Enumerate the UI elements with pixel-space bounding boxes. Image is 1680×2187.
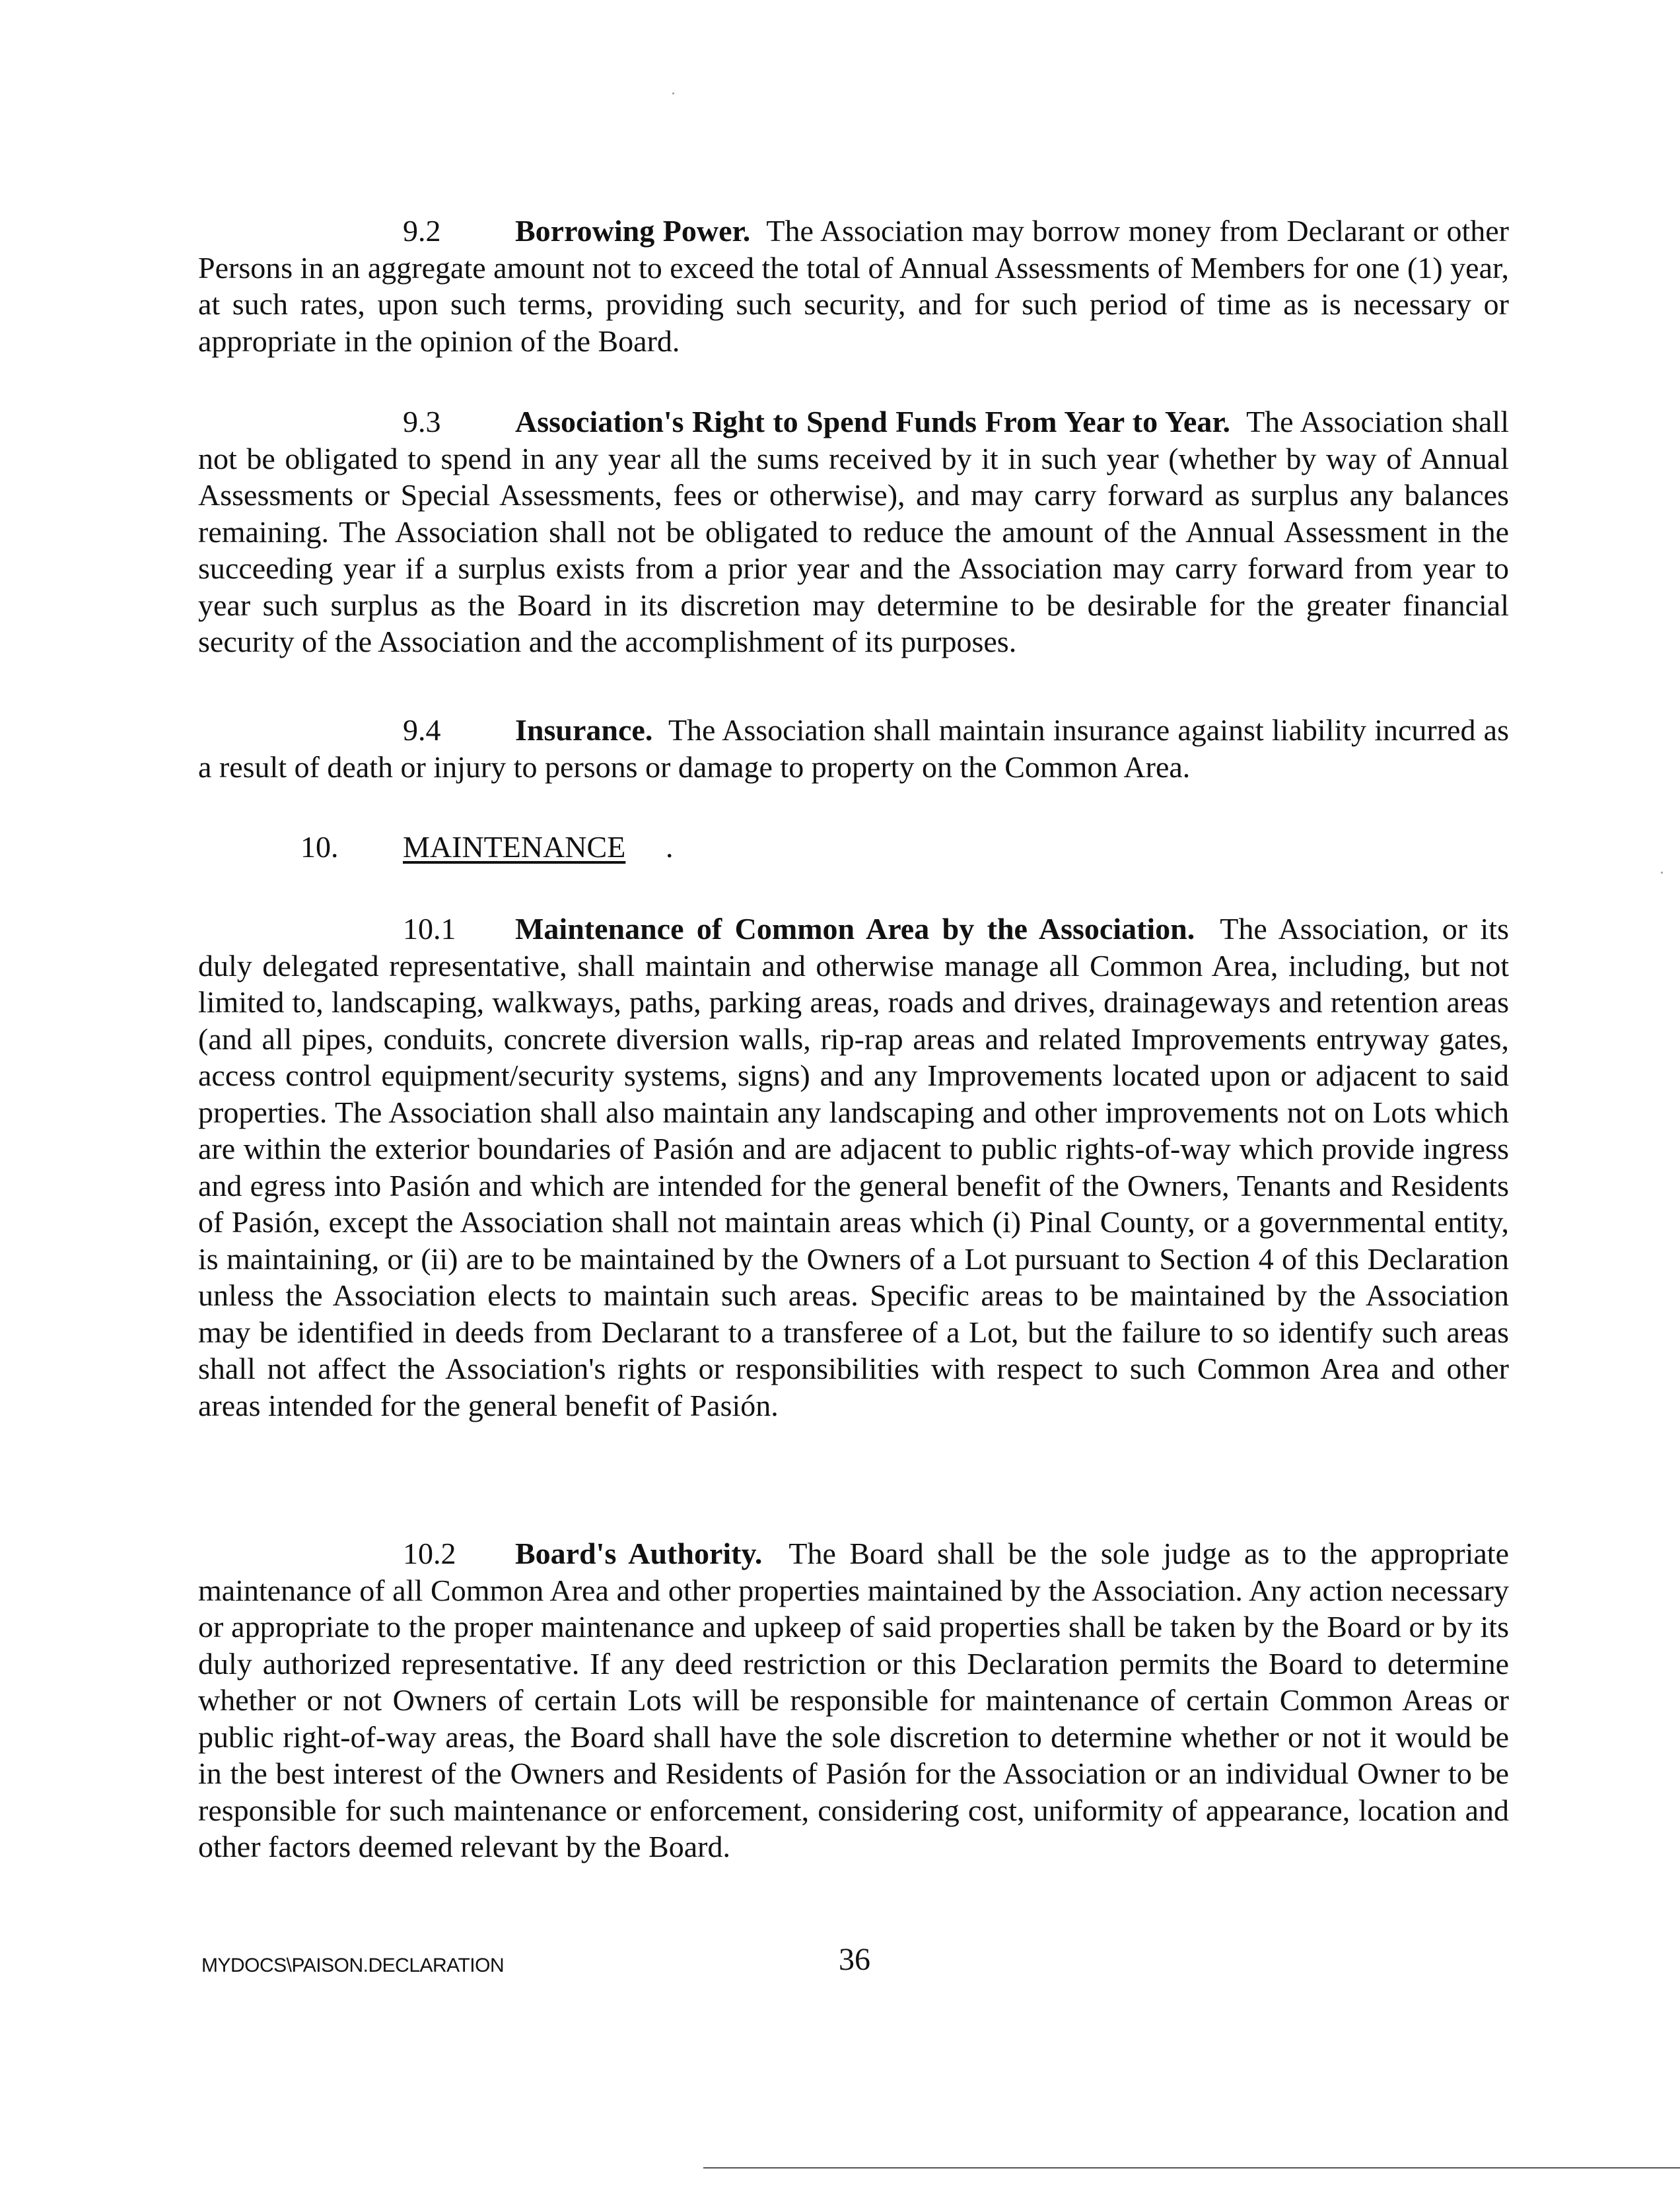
section-body: The Association may borrow money from Declarant or other Persons in an aggregate amount not to exceed the total of Annual Assessments of Members for one (1) year, at such rates, upon such terms, providing such security, and for such period of time as is necessary or appropriate in the opinion of the Board. xyxy=(198,214,1509,358)
section-10-2: 10.2 Board's Authority. The Board shall be the sole judge as to the appropriate maintenance of all Common Area and other properties maintained by the Association. Any action necessary or appropriate to the proper maintenance and upkeep of said properties shall be taken by the Board or by its duly authorized representative. If any deed restriction or this Declaration permits the Board to determine whether or not Owners of certain Lots will be responsible for maintenance of certain Common Areas or public right-of-way areas, the Board shall have the sole discretion to determine whether or not it would be in the best interest of the Owners and Residents of Pasión for the Association or an individual Owner to be responsible for such maintenance or enforcement, considering cost, uniformity of appearance, location and other factors deemed relevant by the Board. xyxy=(198,1537,1509,1863)
section-9-2: 9.2 Borrowing Power. The Association may borrow money from Declarant or other Persons in an aggregate amount not to exceed the total of Annual Assessments of Members for one (1) year, at such rates, upon such terms, providing such security, and for such period of time as is necessary or appropriate in the opinion of the Board. xyxy=(198,214,1509,358)
section-heading: Board's Authority xyxy=(515,1537,755,1570)
section-heading: Maintenance of Common Area by the Association xyxy=(515,912,1187,946)
section-9-4: 9.4 Insurance. The Association shall maintain insurance against liability incurred as a result of death or injury to persons or damage to property on the Common Area. xyxy=(198,713,1510,784)
section-number: 9.3 xyxy=(403,405,441,438)
section-heading: Insurance xyxy=(515,713,645,747)
section-body: The Association shall maintain insurance against liability incurred as a result of death or injury to persons or damage to property on the Common Area. xyxy=(198,713,1510,784)
footer-file-path: MYDOCS\PAISON.DECLARATION xyxy=(201,1955,505,1976)
section-number: 9.2 xyxy=(403,214,441,248)
section-heading: Association's Right to Spend Funds From Year to Year xyxy=(515,405,1223,438)
section-number: 10.2 xyxy=(403,1537,456,1570)
section-heading: Borrowing Power xyxy=(515,214,743,248)
page-number: 36 xyxy=(839,1942,870,1977)
article-title: MAINTENANCE xyxy=(403,830,626,864)
section-9-3: 9.3 Association's Right to Spend Funds From Year to Year. The Association shall not be obligated to spend in any year all the sums received by it in such year (whether by way of Annual Assessments or Special Assessments, fees or otherwise), and may carry forward as surplus any balances remaining. The Association shall not be obligated to reduce the amount of the Annual Assessment in the succeeding year if a surplus exists from a prior year and the Association may carry forward from year to year such surplus as the Board in its discretion may determine to be desirable for the greater financial security of the Association and the accomplishment of its purposes. xyxy=(198,405,1509,658)
document-page: 9.2 Borrowing Power. The Association may borrow money from Declarant or other Persons in an aggregate amount not to exceed the total of Annual Assessments of Members for one (1) year, at such rates, upon such terms, providing such security, and for such period of time as is necessary or appropriate in the opinion of the Board. 9.3 Association's Right to Spend Funds From Year to Year. The Association shall not be obligated to spend in any year all the sums received by it in such year (whether by way of Annual Assessments or Special Assessments, fees or otherwise), and may carry forward as surplus any balances remaining. The Association shall not be obligated to reduce the amount of the Annual Assessment in the succeeding year if a surplus exists from a prior year and the Association may carry forward from year to year such surplus as the Board in its discretion may determine to be desirable for the greater financial security of the Association and the accomplishment of its purposes. 9.4 Insurance. The Association shall maintain insurance against liability incurred as a result of death or injury to persons or damage to property on the Common Area. 10. MAINTENANCE . 10.1 Maintenance of Common Area by the Association. The Association, or its duly delegated representative, shall maintain and otherwise manage all Common Area, including, but not limited to, landscaping, walkways, paths, parking areas, roads and drives, drainageways and retention areas (and all pipes, conduits, concrete diversion walls, rip-rap areas and related Improvements entryway gates, access control equipment/security systems, signs) and any Improvements located upon or adjacent to said properties. The Association shall also maintain any landscaping and other improvements not on Lots which are within the exterior boundaries of Pasión and are adjacent to public rights-of-way which provide ingress and egress into Pasión and which are intended for the general benefit of the Owners, Tenants and Residents of Pasión, except the Association shall not maintain areas which (i) Pinal County, or a governmental entity, is maintaining, or (ii) are to be maintained by the Owners of a Lot pursuant to Section 4 of this Declaration unless the Association elects to maintain such areas. Specific areas to be maintained by the Association may be identified in deeds from Declarant to a transferee of a Lot, but the failure to so identify such areas shall not affect the Association's rights or responsibilities with respect to such Common Area and other areas intended for the general benefit of Pasión. 10.2 Board's Authority. The Board shall be the sole judge as to the appropriate maintenance of all Common Area and other properties maintained by the Association. Any action necessary or appropriate to the proper maintenance and upkeep of said properties shall be taken by the Board or by its duly authorized representative. If any deed restriction or this Declaration permits the Board to determine whether or not Owners of certain Lots will be responsible for maintenance of certain Common Areas or public right-of-way areas, the Board shall have the sole discretion to determine whether or not it would be in the best interest of the Owners and Residents of Pasión for the Association or an individual Owner to be responsible for such maintenance or enforcement, considering cost, uniformity of appearance, location and other factors deemed relevant by the Board. MYDOCS\PAISON.DECLARATION 36 xyxy=(0,0,1680,2187)
section-body: The Board shall be the sole judge as to the appropriate maintenance of all Common Area and other properties maintained by the Association. Any action necessary or appropriate to the proper maintenance and upkeep of said properties shall be taken by the Board or by its duly authorized representative. If any deed restriction or this Declaration permits the Board to determine whether or not Owners of certain Lots will be responsible for maintenance of certain Common Areas or public right-of-way areas, the Board shall have the sole discretion to determine whether or not it would be in the best interest of the Owners and Residents of Pasión for the Association or an individual Owner to be responsible for such maintenance or enforcement, considering cost, uniformity of appearance, location and other factors deemed relevant by the Board. xyxy=(198,1537,1509,1863)
scan-speck xyxy=(672,92,674,94)
section-number: 10.1 xyxy=(403,912,456,946)
section-body: The Association, or its duly delegated representative, shall maintain and otherwise manage all Common Area, including, but not limited to, landscaping, walkways, paths, parking areas, roads and drives, drainageways and retention areas (and all pipes, conduits, concrete diversion walls, rip-rap areas and related Improvements entryway gates, access control equipment/security systems, signs) and any Improvements located upon or adjacent to said properties. The Association shall also maintain any landscaping and other improvements not on Lots which are within the exterior boundaries of Pasión and are adjacent to public rights-of-way which provide ingress and egress into Pasión and which are intended for the general benefit of the Owners, Tenants and Residents of Pasión, except the Association shall not maintain areas which (i) Pinal County, or a governmental entity, is maintaining, or (ii) are to be maintained by the Owners of a Lot pursuant to Section 4 of this Declaration unless the Association elects to maintain such areas. Specific areas to be maintained by the Association may be identified in deeds from Declarant to a transferee of a Lot, but the failure to so identify such areas shall not affect the Association's rights or responsibilities with respect to such Common Area and other areas intended for the general benefit of Pasión. xyxy=(198,912,1509,1422)
section-number: 9.4 xyxy=(403,713,441,747)
scan-speck xyxy=(1661,872,1663,874)
section-10-1: 10.1 Maintenance of Common Area by the Association. The Association, or its duly delegated representative, shall maintain and otherwise manage all Common Area, including, but not limited to, landscaping, walkways, paths, parking areas, roads and drives, drainageways and retention areas (and all pipes, conduits, concrete diversion walls, rip-rap areas and related Improvements entryway gates, access control equipment/security systems, signs) and any Improvements located upon or adjacent to said properties. The Association shall also maintain any landscaping and other improvements not on Lots which are within the exterior boundaries of Pasión and are adjacent to public rights-of-way which provide ingress and egress into Pasión and which are intended for the general benefit of the Owners, Tenants and Residents of Pasión, except the Association shall not maintain areas which (i) Pinal County, or a governmental entity, is maintaining, or (ii) are to be maintained by the Owners of a Lot pursuant to Section 4 of this Declaration unless the Association elects to maintain such areas. Specific areas to be maintained by the Association may be identified in deeds from Declarant to a transferee of a Lot, but the failure to so identify such areas shall not affect the Association's rights or responsibilities with respect to such Common Area and other areas intended for the general benefit of Pasión. xyxy=(198,912,1509,1422)
section-body: The Association shall not be obligated to spend in any year all the sums received by it in such year (whether by way of Annual Assessments or Special Assessments, fees or otherwise), and may carry forward as surplus any balances remaining. The Association shall not be obligated to reduce the amount of the Annual Assessment in the succeeding year if a surplus exists from a prior year and the Association may carry forward from year to year such surplus as the Board in its discretion may determine to be desirable for the greater financial security of the Association and the accomplishment of its purposes. xyxy=(198,405,1509,658)
article-number: 10. xyxy=(300,830,339,864)
bottom-rule xyxy=(703,2167,1680,2169)
